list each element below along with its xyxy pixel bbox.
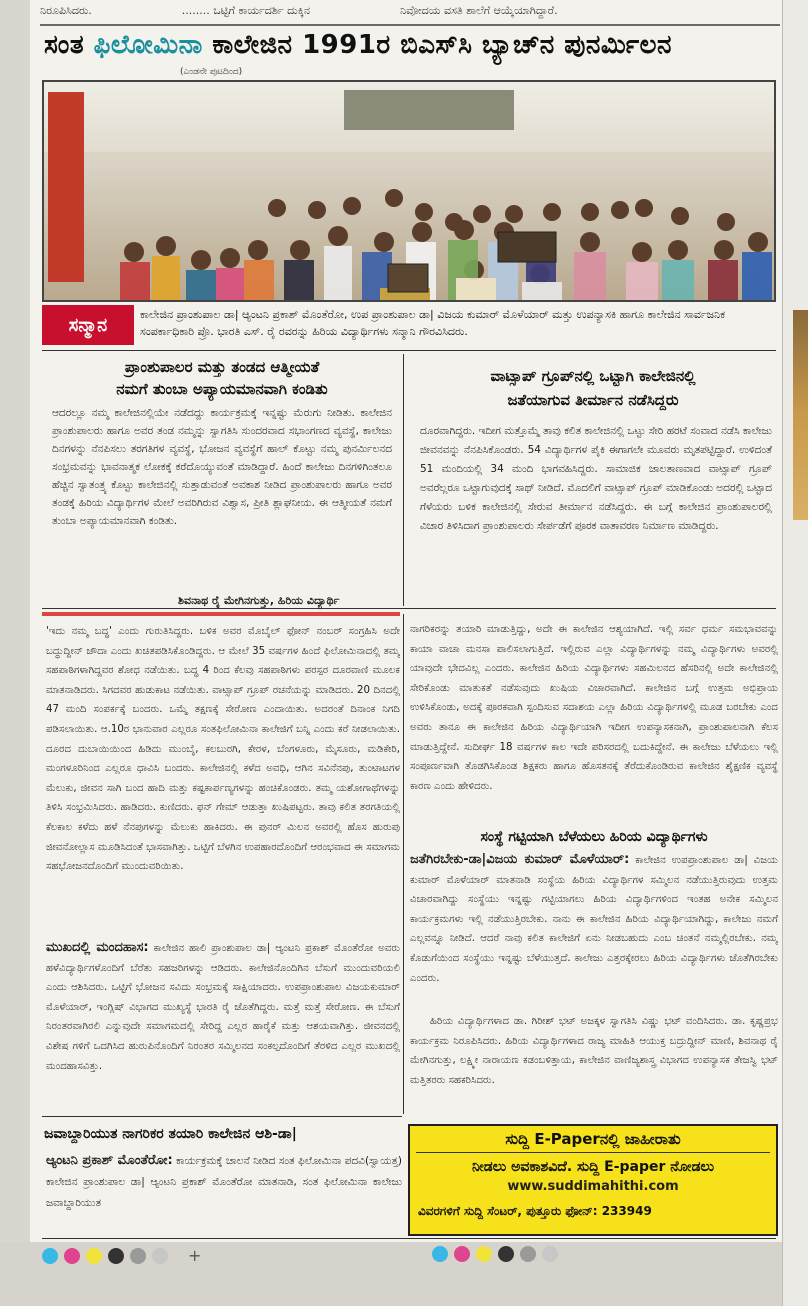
headline-part2: ಕಾಲೇಜಿನ 1991ರ ಬಿಎಸ್‌ಸಿ ಬ್ಯಾಚ್‌ನ ಪುನರ್ಮಿಲನ [202, 30, 672, 60]
box-right-head1: ವಾಟ್ಸಾಪ್ ಗ್ರೂಪ್‌ನಲ್ಲಿ ಒಟ್ಟಾಗಿ ಕಾಲೇಜಿನಲ್ಲಿ [490, 367, 696, 385]
color-mark-yellow [476, 1246, 492, 1262]
right-subhead-line2: ಜತೆಗಿರಬೇಕು-ಡಾ|ವಿಜಯ ಕುಮಾರ್ ಮೊಳೆಯಾರ್: [410, 852, 630, 867]
box-left-head2: ನಮಗೆ ತುಂಬಾ ಅಪ್ಯಾಯಮಾನವಾಗಿ ಕಂಡಿತು [116, 380, 328, 398]
advert-url: www.suddimahithi.com [507, 1179, 679, 1194]
rule-under-caption [42, 350, 776, 351]
column-divider [403, 614, 404, 1114]
top-strip-right: ನಿವೋದಯ ವಸತಿ ಶಾಲೆಗೆ ಆಯ್ಕೆಯಾಗಿದ್ದಾರೆ. [400, 4, 558, 17]
color-mark-cyan [432, 1246, 448, 1262]
advert-line1: ಸುದ್ದಿ E-Paperನಲ್ಲಿ ಜಾಹೀರಾತು [505, 1130, 681, 1148]
color-mark-lightgrey [152, 1248, 168, 1264]
bottom-left-body [46, 1150, 402, 1236]
top-strip-left: ನಿರೂಪಿಸಿದರು. [40, 4, 92, 17]
headline-accent: ಫಿಲೋಮಿನಾ [93, 30, 203, 60]
right-subhead-line1: ಸಂಸ್ಥೆ ಗಟ್ಟಿಯಾಗಿ ಬೆಳೆಯಲು ಹಿರಿಯ ವಿದ್ಯಾರ್ಥಿಗಳು [480, 829, 708, 845]
right-subhead-block [410, 826, 778, 848]
color-registration-left [42, 1246, 201, 1265]
rule-under-boxes [42, 608, 776, 609]
box-left-body: ಆದರಲ್ಲೂ ನಮ್ಮ ಕಾಲೇಜಿನಲ್ಲಿಯೇ ನಡೆದದ್ದು ಕಾರ್ಯಕ್ರಮಕ್ಕೆ ಇನ್ನಷ್ಟು ಮೆರುಗು ನೀಡಿತು. ಕಾಲೇಜಿನ ಪ್ರಾಂಶುಪಾಲರು ಹಾಗೂ ಅವರ ತಂಡ ನಮ್ಮನ್ನು ಸ್ವಾಗತಿಸಿ ಸುಂದರವಾದ ಸಭಾಂಗಣದ ವ್ಯವಸ್ಥೆ, ಕಾಲೇಜು ದಿನಗಳನ್ನು ನೆನಪಿಸಲು ತರಗತಿಗಳ ವ್ಯವಸ್ಥೆ, ಭೋಜನ ವ್ಯವಸ್ಥೆಗೆ ಹಾಲ್ ಕೊಟ್ಟು ನಮ್ಮ ಪುನರ್ಮಿಲನದ ಸಂಭ್ರಮವನ್ನು ಭಾವನಾತ್ಮಕ ಲೋಕಕ್ಕೆ ಕರೆದೊಯ್ಯುವಂತೆ ಮಾಡಿದ್ದಾರೆ. ಹಿಂದೆ ಕಾಲೇಜು ದಿನಗಳಿಗಿಂತಲೂ ಹೆಚ್ಚಿನ ಸ್ವಾತಂತ್ರ್ಯ ಕೊಟ್ಟು ಕಾಲೇಜಿನಲ್ಲಿ ಸುತ್ತಾಡುವಂತೆ ಅವಕಾಶ ನೀಡಿದ ಪ್ರಾಂಶುಪಾಲರು ಹಾಗೂ ಅವರ ತಂಡಕ್ಕೆ ಹಿರಿಯ ವಿದ್ಯಾರ್ಥಿಗಳ ಮೇಲೆ ಅವರಿಗಿರುವ ವಿಶ್ವಾಸ, ಪ್ರೀತಿ ಶ್ಲಾಘನೀಯ. ಈ ಆತ್ಮೀಯತೆ ನಮಗೆ ತುಂಬಾ ಅಪ್ಯಾಯಮಾನವಾಗಿ ಕಂಡಿತು. [52, 407, 392, 527]
box-right-body: ದೂರವಾಗಿದ್ದರು. ಇದೀಗ ಮತ್ತೊಮ್ಮೆ ತಾವು ಕಲಿತ ಕಾಲೇಜಿನಲ್ಲಿ ಒಟ್ಟು ಸೇರಿ ಹರಟೆ ಸಂವಾದ ನಡೆಸಿ ಕಾಲೇಜು ಜೀವನವನ್ನು ನೆನಪಿಸಿಕೊಂಡರು. 54 ವಿದ್ಯಾರ್ಥಿಗಳ ಪೈಕಿ ಈಗಾಗಲೇ ಮೂವರು ಮೃತಪಟ್ಟಿದ್ದಾರೆ. ಉಳಿದಂತೆ 51 ಮಂದಿಯಲ್ಲಿ 34 ಮಂದಿ ಭಾಗವಹಿಸಿದ್ದರು. ಸಾಮಾಜಿಕ ಜಾಲತಾಣವಾದ ವಾಟ್ಸಾಪ್ ಗ್ರೂಪ್ ಅವರೆಲ್ಲರೂ ಒಟ್ಟಾಗುವುದಕ್ಕೆ ಸಾಥ್ ನೀಡಿದೆ. ಮೊದಲಿಗೆ ವಾಟ್ಸಾಪ್ ಗ್ರೂಪ್ ಮಾಡಿಕೊಂಡು ಅದರಲ್ಲಿ ಒಟ್ಟಾದ ಗೆಳೆಯರು ಬಳಿಕ ಕಾಲೇಜಿನಲ್ಲಿ ಸೇರುವ ತೀರ್ಮಾನ ನಡೆಸಿದ್ದರು. ಈ ಬಗ್ಗೆ ಕಾಲೇಜಿನ ಪ್ರಾಂಶುಪಾಲರಲ್ಲಿ ವಿಚಾರ ತಿಳಿಸಿದಾಗ ಪ್ರಾಂಶುಪಾಲರು ಸೇರ್ಪಡೆಗೆ ಪೂರಕ ವಾತಾವರಣ ನಿರ್ಮಾಣ ಮಾಡಿದ್ದರು. [420, 425, 772, 532]
box-left-head1: ಪ್ರಾಂಶುಪಾಲರ ಮತ್ತು ತಂಡದ ಆತ್ಮೀಯತೆ [124, 358, 320, 376]
left-column-p2 [46, 938, 400, 1110]
headline-part1: ಸಂತ [44, 30, 94, 60]
color-registration-right [432, 1246, 558, 1262]
color-mark-magenta [64, 1248, 80, 1264]
advert-line2: ನೀಡಲು ಅವಕಾಶವಿದೆ. ಸುದ್ದಿ E-paper ನೋಡಲು [471, 1159, 715, 1175]
color-mark-magenta [454, 1246, 470, 1262]
registration-plus: + [188, 1246, 202, 1265]
continued-tag: (ಎಂಡನೇ ಪುಟದಿಂದ) [180, 67, 243, 77]
left-column-p2-text: ಕಾಲೇಜಿನ ಹಾಲಿ ಪ್ರಾಂಶುಪಾಲ ಡಾ| ಆ್ಯಂಟನಿ ಪ್ರಕಾಶ್ ಮೊಂತೆರೋ ಅವರು ಹಳೆವಿದ್ಯಾರ್ಥಿಗಳೊಂದಿಗೆ ಬೆರೆತು ಸಹಜರಿಗಳನ್ನು ಆಡಿದರು. ಕಾಲೇಜಿನೊಂದಿಗಿನ ಬೆಸುಗೆ ಮುಂದುವರಿಯಲಿ ಎಂದು ಆಶಿಸಿದರು. ಒಟ್ಟಿಗೆ ಭೋಜನ ಸವಿದು ಸಂಭ್ರಮಕ್ಕೆ ಸಾಕ್ಷಿಯಾದರು. ಉಪಪ್ರಾಂಶುಪಾಲ ವಿಜಯಕುಮಾರ್ ಮೊಳೆಯಾರ್, ಇಂಗ್ಲಿಷ್ ವಿಭಾಗದ ಮುಖ್ಯಸ್ಥೆ ಭಾರತಿ ರೈ ಜೊತೆಗಿದ್ದರು. ಮತ್ತೆ ಮತ್ತೆ ಸೇರೋಣ. ಈ ಬೆಸುಗೆ ನಿರಂತರವಾಗಿರಲಿ ಎನ್ನುವುದೇ ಸಮಾಗಮದಲ್ಲಿ ಸೇರಿದ್ದ ಎಲ್ಲರ ಹಾರೈಕೆ ಮತ್ತು ಆಶಯವಾಗಿತ್ತು. ಜೀವನದಲ್ಲಿ ವಿಶೇಷ ಗಳಿಗೆ ಒದಗಿಸಿದ ಹುರುಪಿನೊಂದಿಗೆ ನಿರಂತರ ಸಮ್ಮಿಲನದ ಸಂಕಲ್ಪದೊಂದಿಗೆ ತೆರಳಿದ ಎಲ್ಲರ ಮುಖದಲ್ಲಿ ಮಂದಹಾಸವಿತ್ತು. [46, 943, 400, 1072]
left-subhead: ಮುಖದಲ್ಲಿ ಮಂದಹಾಸ: [46, 940, 149, 955]
adjacent-page-strip [782, 0, 808, 1306]
rule-left-bottom [42, 1116, 402, 1117]
advert-contact: ವಿವರಗಳಿಗೆ ಸುದ್ದಿ ಸೆಂಟರ್, ಪುತ್ತೂರು ಫೋನ್: 233949 [418, 1204, 652, 1218]
box-right-headline [410, 364, 776, 412]
right-column-p3: ಹಿರಿಯ ವಿದ್ಯಾರ್ಥಿಗಳಾದ ಡಾ. ಗಿರೀಶ್ ಭಟ್ ಅಜಕ್ಕಳ ಸ್ವಾಗತಿಸಿ ವಿಷ್ಣು ಭಟ್ ವಂದಿಸಿದರು. ಡಾ. ಕೃಷ್ಣಪ್ರಭ ಕಾರ್ಯಕ್ರಮ ನಿರೂಪಿಸಿದರು. ಹಿರಿಯ ವಿದ್ಯಾರ್ಥಿಗಳಾದ ರಾಜ್ಯ ಮಾಹಿತಿ ಆಯುಕ್ತ ಬದ್ರುದ್ದೀನ್ ಮಾಣಿ, ಶಿವನಾಥ ರೈ ಮೇಗಿನಗುತ್ತು, ಲಕ್ಷ್ಮೀ ನಾರಾಯಣ ಕಡಂಬಳಿತ್ತಾಯ, ಕಾಲೇಜಿನ ವಾಣಿಜ್ಯಶಾಸ್ತ್ರ ವಿಭಾಗದ ಉಪನ್ಯಾಸಕ ತೇಜಸ್ವಿ ಭಟ್ ಮತ್ತಿತರರು ಸಹಕರಿಸಿದರು. [410, 1016, 778, 1086]
box-left-headline [44, 356, 400, 400]
top-strip [40, 4, 780, 22]
right-column-p1: ನಾಗರಿಕರನ್ನು ತಯಾರಿ ಮಾಡುತ್ತಿದ್ದು, ಅದೇ ಈ ಕಾಲೇಜಿನ ಆಶ್ಯಯಾಗಿದೆ. ಇಲ್ಲಿ ಸರ್ವ ಧರ್ಮ ಸಮಭಾವವನ್ನು ಕಾಯಾ ವಾಚಾ ಮನಸಾ ಪಾಲಿಸಲಾಗುತ್ತಿದೆ. ಇಲ್ಲಿರುವ ಎಲ್ಲಾ ವಿದ್ಯಾರ್ಥಿಗಳನ್ನು ನಮ್ಮ ವಿದ್ಯಾರ್ಥಿಗಳು ಅವರಲ್ಲಿ ಯಾವುದೇ ಭೇದವಿಲ್ಲ ಎಂದರು. ಕಾಲೇಜಿನ ಹಿರಿಯ ವಿದ್ಯಾರ್ಥಿಗಳು ಸಹಮಿಲನದ ಹೆಸರಿನಲ್ಲಿ ಅದೇ ಕಾಲೇಜಿನಲ್ಲಿ ಸೇರಿಕೊಂಡು ಮಾತುಕತೆ ನಡೆಸುವುದು ಖುಷಿಯ ವಿಚಾರವಾಗಿದೆ. ಕಾಲೇಜಿನ ಬಗ್ಗೆ ಉತ್ತಮ ಅಭಿಪ್ರಾಯ ಉಳಿಸಿಕೊಂಡು, ಅದಕ್ಕೆ ಪೂರಕವಾಗಿ ಸ್ಪಂದಿಸುವ ಸದಾಶಯ ಎಲ್ಲಾ ಹಿರಿಯ ವಿದ್ಯಾರ್ಥಿಗಳಲ್ಲಿ ಮೂಡ ಬರಬೇಕು ಎಂದ ಅವರು ತಾನೂ ಈ ಕಾಲೇಜಿನ ಹಿರಿಯ ವಿದ್ಯಾರ್ಥಿಯಾಗಿ ಇದೀಗ ಉಪನ್ಯಾಸಕನಾಗಿ, ಪ್ರಾಂಶುಪಾಲನಾಗಿ ಕೆಲಸ ಮಾಡುತ್ತಿದ್ದೇನೆ. ಸುದೀರ್ಘ 18 ವರ್ಷಗಳ ಕಾಲ ಇದೇ ಪರಿಸರದಲ್ಲಿ ಬದುಕಿದ್ದೇನೆ. ಈ ಕಾಲೇಜು ಬೆಳೆಯಲು ಇಲ್ಲಿ ಸಂಪೂರ್ಣವಾಗಿ ತೊಡಗಿಸಿಕೊಂಡ ಶಿಕ್ಷಕರು ಹಾಗೂ ಹೊಸತನಕ್ಕೆ ತೆರೆದುಕೊಂಡಿರುವ ಕಾಲೇಜಿನ ಶೈಕ್ಷಣಿಕ ವ್ಯವಸ್ಥೆ ಕಾರಣ ಎಂದು ಹೇಳಿದರು. [410, 624, 778, 792]
photo-caption: ಕಾಲೇಜಿನ ಪ್ರಾಂಶುಪಾಲ ಡಾ| ಆ್ಯಂಟನಿ ಪ್ರಕಾಶ್ ಮೊಂತೆರೋ, ಉಪ ಪ್ರಾಂಶುಪಾಲ ಡಾ| ವಿಜಯ ಕುಮಾರ್ ಮೊಳೆಯಾರ್ ಮತ್ತು ಉಪನ್ಯಾಸಕಿ ಹಾಗೂ ಕಾಲೇಜಿನ ಸಾರ್ವಜನಿಕ ಸಂಪರ್ಕಾಧಿಕಾರಿ ಪ್ರೊ. ಭಾರತಿ ಎಸ್. ರೈ ರವರನ್ನು ಹಿರಿಯ ವಿದ್ಯಾರ್ಥಿಗಳು ಸನ್ಮಾನಿ ಗೌರವಿಸಿದರು. [140, 308, 726, 338]
adjacent-photo [793, 310, 808, 520]
bottom-left-lead: ಆ್ಯಂಟನಿ ಪ್ರಕಾಶ್ ಮೊಂತೆರೋ: [46, 1153, 173, 1168]
sanmana-tag: ಸನ್ಮಾನ [42, 305, 134, 345]
top-rule [40, 24, 780, 26]
color-mark-grey [520, 1246, 536, 1262]
color-mark-black [498, 1246, 514, 1262]
red-rule-left [42, 612, 400, 616]
box-left-byline: ಶಿವನಾಥ ರೈ ಮೇಗಿನಗುತ್ತು, ಹಿರಿಯ ವಿದ್ಯಾರ್ಥಿ [178, 594, 340, 607]
color-mark-cyan [42, 1248, 58, 1264]
right-column-p2 [410, 850, 778, 1010]
advert-divider [416, 1152, 770, 1153]
color-mark-lightgrey [542, 1246, 558, 1262]
box-divider [403, 354, 404, 606]
color-mark-yellow [86, 1248, 102, 1264]
color-mark-black [108, 1248, 124, 1264]
box-right-head2: ಜತೆಯಾಗುವ ತೀರ್ಮಾನ ನಡೆಸಿದ್ದರು [507, 391, 679, 409]
epaper-advert [408, 1124, 778, 1236]
bottom-left-text: ಕಾರ್ಯಕ್ರಮಕ್ಕೆ ಚಾಲನೆ ನೀಡಿದ ಸಂತ ಫಿಲೋಮಿನಾ ಪದವಿ(ಸ್ವಾಯತ್ತ) ಕಾಲೇಜಿನ ಪ್ರಾಂಶುಪಾಲ ಡಾ| ಆ್ಯಂಟನಿ ಪ್ರಕಾಶ್ ಮೊಂತೆರೋ ಮಾತನಾಡಿ, ಸಂತ ಫಿಲೋಮಿನಾ ಕಾಲೇಜು ಜವಾಬ್ದಾರಿಯುತ [46, 1155, 402, 1209]
color-mark-grey [130, 1248, 146, 1264]
right-column-p2-text: ಕಾಲೇಜಿನ ಉಪಪ್ರಾಂಶುಪಾಲ ಡಾ| ವಿಜಯ ಕುಮಾರ್ ಮೊಳೆಯಾರ್ ಮಾತನಾಡಿ ಸಂಸ್ಥೆಯ ಹಿರಿಯ ವಿದ್ಯಾರ್ಥಿಗಳ ಸಮ್ಮಿಲನ ನಡೆಯುತ್ತಿರುವುದು ಉತ್ತಮ ವಿಚಾರವಾಗಿದ್ದು ಸಂಸ್ಥೆಯು ಇನ್ನಷ್ಟು ಗಟ್ಟಿಯಾಗಲು ಹಿರಿಯ ವಿದ್ಯಾರ್ಥಿಗಳಿಂದ ಇಂತಹ ಅನೇಕ ಸಮ್ಮಿಲನ ಕಾರ್ಯಕ್ರಮಗಳು ಇಲ್ಲಿ ನಡೆಯುತ್ತಿರಬೇಕು. ನಾನು ಈ ಕಾಲೇಜಿನ ಹಿರಿಯ ವಿದ್ಯಾರ್ಥಿಯಾಗಿದ್ದು, ಕಾಲೇಜು ನಮಗೆ ಎಲ್ಲವನ್ನೂ ನೀಡಿದೆ. ಆದರೆ ನಾವು ಕಲಿತ ಕಾಲೇಜಿಗೆ ಏನು ನೀಡಬಹುದು ಎಂಬ ಚಿಂತನೆ ನಮ್ಮಲ್ಲಿರಬೇಕು. ನಮ್ಮ ಕೊಡುಗೆಯಿಂದ ಸಂಸ್ಥೆಯು ಇನ್ನಷ್ಟು ಬೆಳೆಯುತ್ತದೆ. ಕಾಲೇಜು ಎತ್ತರಕ್ಕೇರಲು ಹಿರಿಯ ವಿದ್ಯಾರ್ಥಿಗಳು ಜೊತೆಗಿರಬೇಕು ಎಂದರು. [410, 855, 778, 984]
page-bottom-rule [42, 1238, 776, 1239]
photo-people [44, 82, 774, 300]
top-strip-middle: ........ ಒಟ್ಟಿಗೆ ಕಾರ್ಯದರ್ಶಿ ದುಕ್ಕಿನ [181, 4, 311, 17]
bottom-left-headline: ಜವಾಬ್ದಾರಿಯುತ ನಾಗರಿಕರ ತಯಾರಿ ಕಾಲೇಜಿನ ಆಶಿ-ಡಾ| [44, 1126, 297, 1142]
group-photo [42, 80, 776, 302]
left-column-p1: 'ಇದು ನಮ್ಮ ಬದ್ಧ' ಎಂದು ಗುರುತಿಸಿದ್ದರು. ಬಳಿಕ ಅವರ ಮೊಬೈಲ್ ಫೋನ್ ನಂಬರ್ ಸಂಗ್ರಹಿಸಿ ಅದೇ ಬದ್ಧುದ್ದೀನ್ ಜೌದಾ ಎಂದು ಖಚಿತಪಡಿಸಿಕೊಂಡಿದ್ದರು. ಆ ಮೇಲೆ 35 ವರ್ಷಗಳ ಹಿಂದೆ ಫಿಲೋಮಿನಾದಲ್ಲಿ ತಮ್ಮ ಸಹಪಾಠಿಗಳಾಗಿದ್ದವರ ಶೋಧ ನಡೆಯಿತು. ಬದ್ಧ 4 ರಿಂದ ಕೆಲವು ಸಹಪಾಠಿಗಳು ಪರಸ್ಪರ ದೂರವಾಣಿ ಮೂಲಕ ಮಾತನಾಡಿದರು. ಸಿಗದವರ ಹುಡುಕಾಟ ನಡೆಯಿತು. ವಾಟ್ಸಾಪ್ ಗ್ರೂಪ್ ರಚನೆಯನ್ನು ಮಾಡಿದರು. 20 ದಿನದಲ್ಲಿ 47 ಮಂದಿ ಸಂಪರ್ಕಕ್ಕೆ ಬಂದರು. ಒಮ್ಮೆ ತಕ್ಷಣಕ್ಕೆ ಸೇರೋಣ ಎಂದಾಯಿತು. ಅದರಂತೆ ದಿನಾಂಕ ನಿಗದಿ ಪಡಿಸಲಾಯಿತು. ಆ.10ರ ಭಾನುವಾರ ಎಲ್ಲರೂ ಸಂತಫಿಲೋಮಿನಾ ಕಾಲೇಜಿಗೆ ಬನ್ನಿ ಎಂದು ಕರೆ ನೀಡಲಾಯಿತು. ದೂರದ ದುಬಾಯಿಯಿಂದ ಹಿಡಿದು ಮುಂಬೈ, ಕಲಬುರಗಿ, ಕೇರಳ, ಬೆಂಗಳೂರು, ಮೈಸೂರು, ಮಡಿಕೇರಿ, ಮಂಗಳೂರಿನಿಂದ ಎಲ್ಲರೂ ಧಾವಿಸಿ ಬಂದರು. ಕಾಲೇಜಿನಲ್ಲಿ ಕಳೆದ ಅವಧಿ, ಆಗಿನ ಸವಿನೆನಪು, ತುಂಟಾಟಗಳ ಮೆಲುಕು, ಜೀವನ ಸಾಗಿ ಬಂದ ಹಾದಿ ಮತ್ತು ಕಷ್ಟಕಾರ್ಪಣ್ಯಗಳನ್ನು ಹಂಚಿಕೊಂಡರು. ತಮ್ಮ ಯಶೋಗಾಥೆಗಳನ್ನು ತಿಳಿಸಿ ಸಂಭ್ರಮಿಸಿದರು. ಹಾಡಿದರು. ಕುಣಿದರು. ಫನ್ ಗೇಮ್ ಆಡುತ್ತಾ ಖುಷಿಪಟ್ಟರು. ತಾವು ಕಲಿತ ತರಗತಿಯಲ್ಲಿ ಕೆಲಕಾಲ ಕಳೆದು ಹಳೆ ನೆನಪುಗಳನ್ನು ಮೆಲುಕು ಹಾಕಿದರು. ಈ ಪುನರ್ ಮಿಲನ ಅವರಲ್ಲಿ ಹೊಸ ಹುರುಪು ಜೀವನೋಲ್ಲಾಸ ಮೂಡಿಸಿದಂತೆ ಭಾಸವಾಗಿತ್ತು. ಒಟ್ಟಿಗೆ ಬೆಳಗಿನ ಉಪಹಾರದೊಂದಿಗೆ ಆರಂಭವಾದ ಈ ಸಮಾಗಮ ಸಹಭೋಜನದೊಂದಿಗೆ ಮುಂದುವರಿಯಿತು. [46, 626, 400, 873]
page-headline [44, 30, 778, 72]
